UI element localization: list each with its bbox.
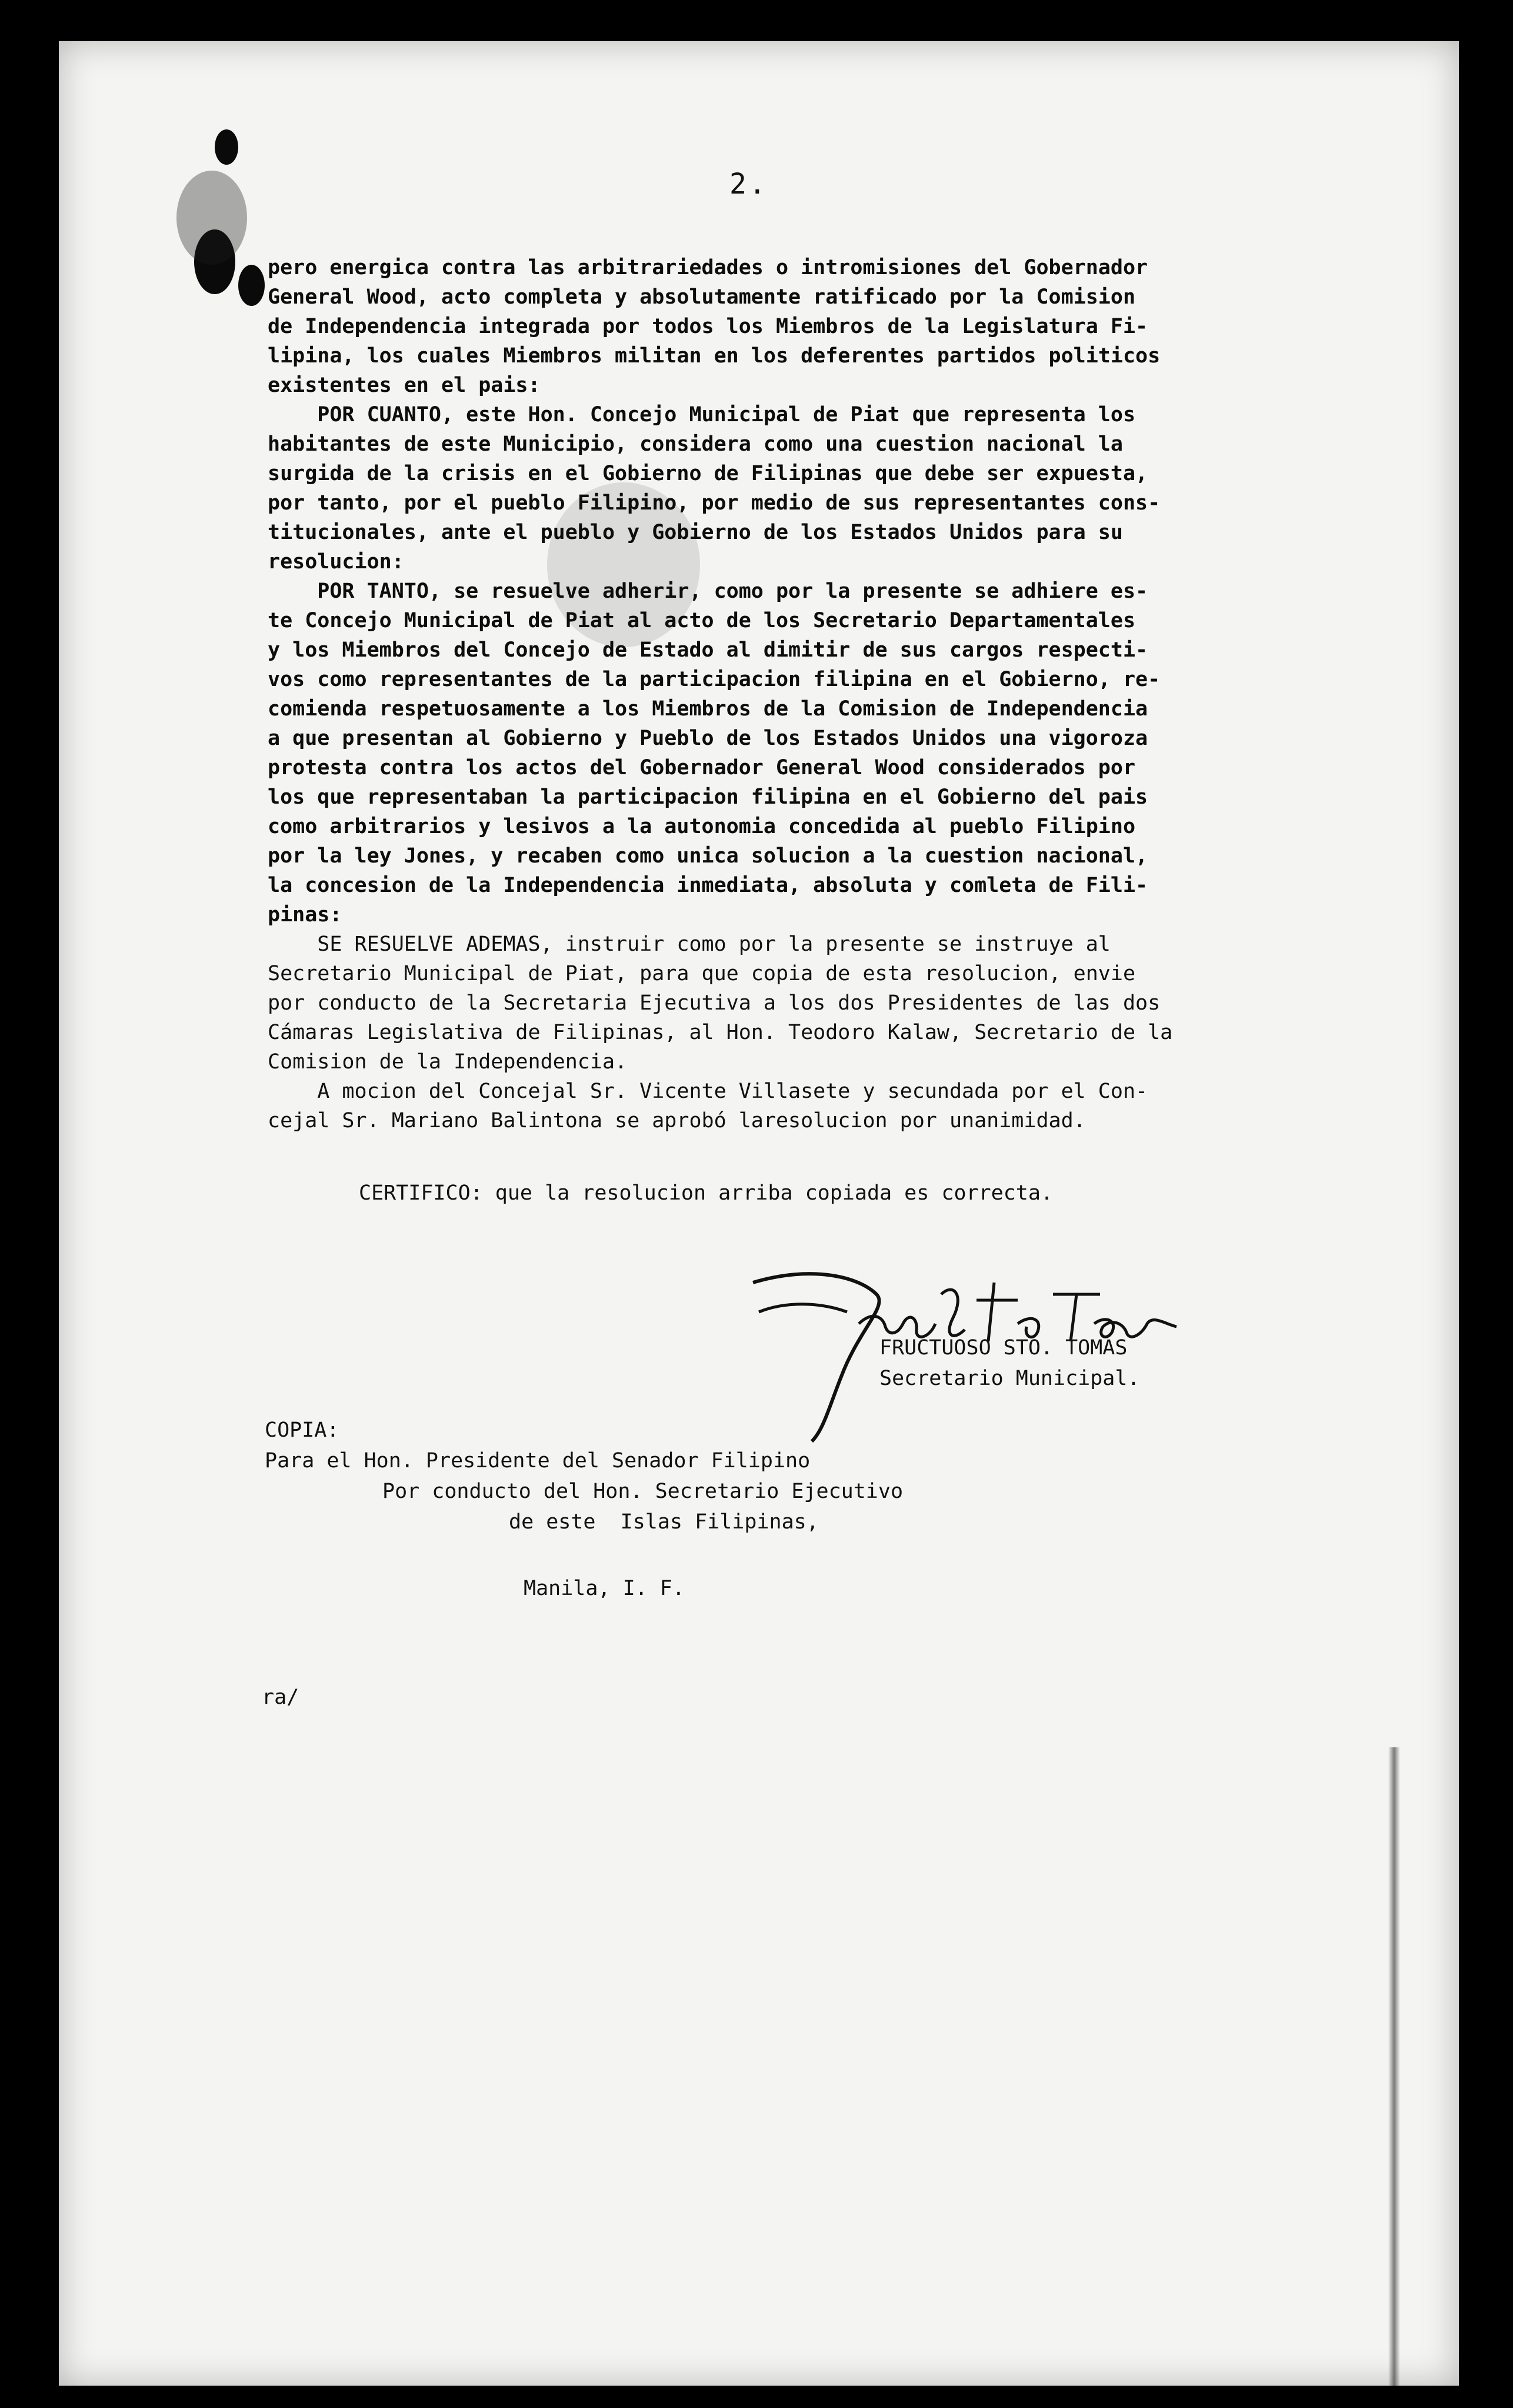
fold-shadow	[1388, 1747, 1400, 2394]
body-line: por conducto de la Secretaria Ejecutiva a los dos Presidentes de las dos	[268, 991, 1161, 1015]
place-line: Manila, I. F.	[524, 1577, 685, 1600]
body-line: Secretario Municipal de Piat, para que copia de esta resolucion, envie	[268, 962, 1136, 985]
body-line: la concesion de la Independencia inmediata, absoluta y comleta de Fili-	[268, 874, 1148, 897]
body-line: existentes en el pais:	[268, 374, 541, 397]
body-line: por tanto, por el pueblo Filipino, por medio de sus representantes cons-	[268, 491, 1161, 515]
copy-heading: COPIA:	[265, 1418, 339, 1442]
body-line: por la ley Jones, y recaben como unica solucion a la cuestion nacional,	[268, 844, 1148, 868]
signer-name: FRUCTUOSO STO. TOMAS	[879, 1336, 1128, 1360]
body-line: lipina, los cuales Miembros militan en los deferentes partidos politicos	[268, 344, 1161, 368]
body-line: cejal Sr. Mariano Balintona se aprobó laresolucion por unanimidad.	[268, 1109, 1086, 1133]
body-line: como arbitrarios y lesivos a la autonomia concedida al pueblo Filipino	[268, 815, 1136, 838]
body-line: comienda respetuosamente a los Miembros de la Comision de Independencia	[268, 697, 1148, 721]
body-line: los que representaban la participacion filipina en el Gobierno del pais	[268, 785, 1148, 809]
body-line: protesta contra los actos del Gobernador General Wood considerados por	[268, 756, 1136, 780]
page-number: 2.	[729, 168, 768, 201]
body-line: pinas:	[268, 903, 342, 927]
body-line: te Concejo Municipal de Piat al acto de los Secretario Departamentales	[268, 609, 1136, 632]
body-line: vos como representantes de la participacion filipina en el Gobierno, re-	[268, 668, 1161, 691]
body-line: Cámaras Legislativa de Filipinas, al Hon. Teodoro Kalaw, Secretario de la	[268, 1021, 1173, 1044]
body-line: General Wood, acto completa y absolutamente ratificado por la Comision	[268, 285, 1136, 309]
copy-line: de este Islas Filipinas,	[509, 1510, 819, 1534]
body-line: Comision de la Independencia.	[268, 1050, 628, 1074]
resolution-body	[268, 253, 1356, 1135]
body-line: A mocion del Concejal Sr. Vicente Villasete y secundada por el Con-	[268, 1080, 1148, 1103]
body-line: de Independencia integrada por todos los Miembros de la Legislatura Fi-	[268, 315, 1148, 338]
copy-line: Por conducto del Hon. Secretario Ejecutivo	[382, 1480, 904, 1503]
body-line: surgida de la crisis en el Gobierno de Filipinas que debe ser expuesta,	[268, 462, 1148, 485]
copy-line: Para el Hon. Presidente del Senador Filipino	[265, 1449, 811, 1473]
body-line: y los Miembros del Concejo de Estado al dimitir de sus cargos respecti-	[268, 638, 1148, 662]
typist-initials: ra/	[262, 1686, 299, 1709]
signer-title: Secretario Municipal.	[879, 1367, 1140, 1390]
ink-blot	[238, 265, 265, 306]
body-line: titucionales, ante el pueblo y Gobierno de los Estados Unidos para su	[268, 521, 1123, 544]
body-line: resolucion:	[268, 550, 404, 574]
copy-recipients	[265, 1415, 903, 1537]
body-line: pero energica contra las arbitrariedades o intromisiones del Gobernador	[268, 256, 1148, 279]
body-line: POR TANTO, se resuelve adherir, como por la presente se adhiere es-	[268, 579, 1148, 603]
body-line: POR CUANTO, este Hon. Concejo Municipal de Piat que representa los	[268, 403, 1136, 427]
signer-block	[879, 1333, 1140, 1394]
ink-blot	[215, 129, 238, 165]
ink-smudge	[176, 171, 247, 265]
body-line: SE RESUELVE ADEMAS, instruir como por la presente se instruye al	[268, 932, 1111, 956]
body-line: habitantes de este Municipio, considera como una cuestion nacional la	[268, 432, 1123, 456]
body-line: a que presentan al Gobierno y Pueblo de los Estados Unidos una vigoroza	[268, 727, 1148, 750]
certification-statement: CERTIFICO: que la resolucion arriba copiada es correcta.	[359, 1181, 1054, 1205]
